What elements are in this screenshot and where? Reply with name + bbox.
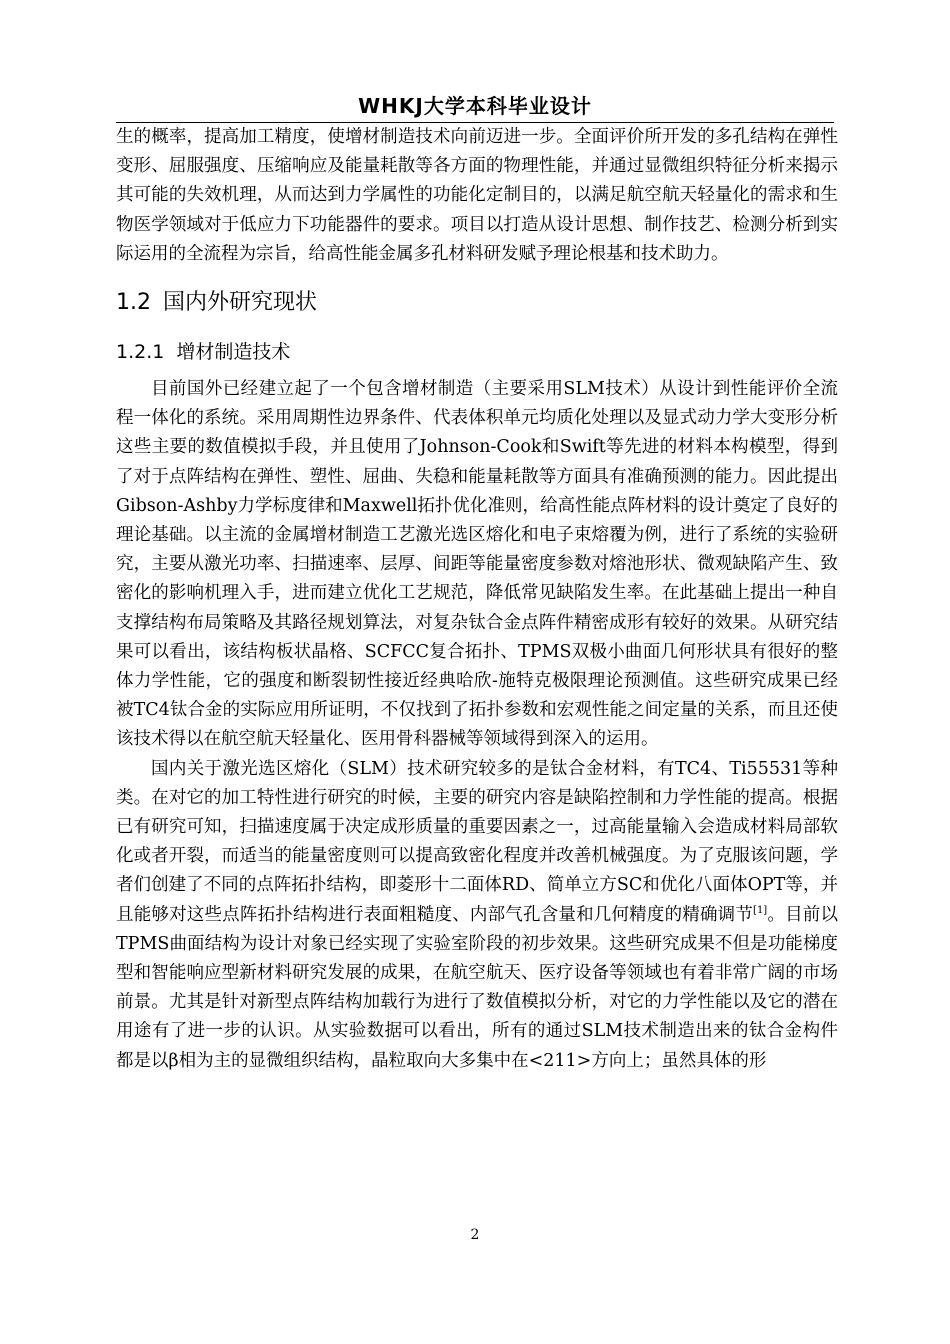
subsection-number: 1.2.1 xyxy=(116,341,165,364)
section-heading xyxy=(116,285,838,321)
section-title: 国内外研究现状 xyxy=(163,290,318,316)
paragraph-domestic-part1: 国内关于激光选区熔化（SLM）技术研究较多的是钛合金材料，有TC4、Ti55531等种类。在对它的加工特性进行研究的时候，主要的研究内容是缺陷控制和力学性能的提高。根据已有研究可知，扫描速度属于决定成形质量的重要因素之一，过高能量输入会造成材料局部软化或者开裂，而适当的能量密度则可以提高致密化程度并改善机械强度。为了克服该问题，学者们创建了不同的点阵拓扑结构，即菱形十二面体RD、简单立方SC和优化八面体OPT等，并且能够对这些点阵拓扑结构进行表面粗糙度、内部气孔含量和几何精度的精确调节 xyxy=(116,758,838,925)
section-number: 1.2 xyxy=(116,290,151,316)
paragraph-domestic-research xyxy=(116,755,838,1076)
page-body xyxy=(116,123,838,1076)
citation-ref[interactable]: [1] xyxy=(753,904,768,916)
paragraph-domestic-part2: 。目前以TPMS曲面结构为设计对象已经实现了实验室阶段的初步效果。这些研究成果不但是功能梯度型和智能响应型新材料研究发展的成果，在航空航天、医疗设备等领域也有着非常广阔的市场前景。尤其是针对新型点阵结构加载行为进行了数值模拟分析，对它的力学性能以及它的潜在用途有了进一步的认识。从实验数据可以看出，所有的通过SLM技术制造出来的钛合金构件都是以β相为主的显微组织结构，晶粒取向大多集中在<211>方向上；虽然具体的形 xyxy=(116,904,839,1071)
subsection-heading xyxy=(116,337,838,367)
page-number: 2 xyxy=(470,1227,480,1243)
paragraph-foreign-research: 目前国外已经建立起了一个包含增材制造（主要采用SLM技术）从设计到性能评价全流程一体化的系统。采用周期性边界条件、代表体积单元均质化处理以及显式动力学大变形分析这些主要的数值模拟手段，并且使用了Johnson-Cook和Swift等先进的材料本构模型，得到了对于点阵结构在弹性、塑性、屈曲、失稳和能量耗散等方面具有准确预测的能力。因此提出Gibson-Ashby力学标度律和Maxwell拓扑优化准则，给高性能点阵材料的设计奠定了良好的理论基础。以主流的金属增材制造工艺激光选区熔化和电子束熔覆为例，进行了系统的实验研究，主要从激光功率、扫描速率、层厚、间距等能量密度参数对熔池形状、微观缺陷产生、致密化的影响机理入手，进而建立优化工艺规范，降低常见缺陷发生率。在此基础上提出一种自支撑结构布局策略及其路径规划算法，对复杂钛合金点阵件精密成形有较好的效果。从研究结果可以看出，该结构板状晶格、SCFCC复合拓扑、TPMS双极小曲面几何形状具有很好的整体力学性能，它的强度和断裂韧性接近经典哈欣-施特克极限理论预测值。这些研究成果已经被TC4钛合金的实际应用所证明，不仅找到了拓扑参数和宏观性能之间定量的关系，而且还使该技术得以在航空航天轻量化、医用骨科器械等领域得到深入的运用。 xyxy=(116,379,838,750)
running-header: WHKJ大学本科毕业设计 xyxy=(358,94,592,118)
subsection-title: 增材制造技术 xyxy=(176,341,291,364)
paragraph-continued: 生的概率，提高加工精度，使增材制造技术向前迈进一步。全面评价所开发的多孔结构在弹性变形、屈服强度、压缩响应及能量耗散等各方面的物理性能，并通过显微组织特征分析来揭示其可能的失效机理，从而达到力学属性的功能化定制目的，以满足航空航天轻量化的需求和生物医学领域对于低应力下功能器件的要求。项目以打造从设计思想、制作技艺、检测分析到实际运用的全流程为宗旨，给高性能金属多孔材料研发赋予理论根基和技术助力。 xyxy=(116,127,838,264)
